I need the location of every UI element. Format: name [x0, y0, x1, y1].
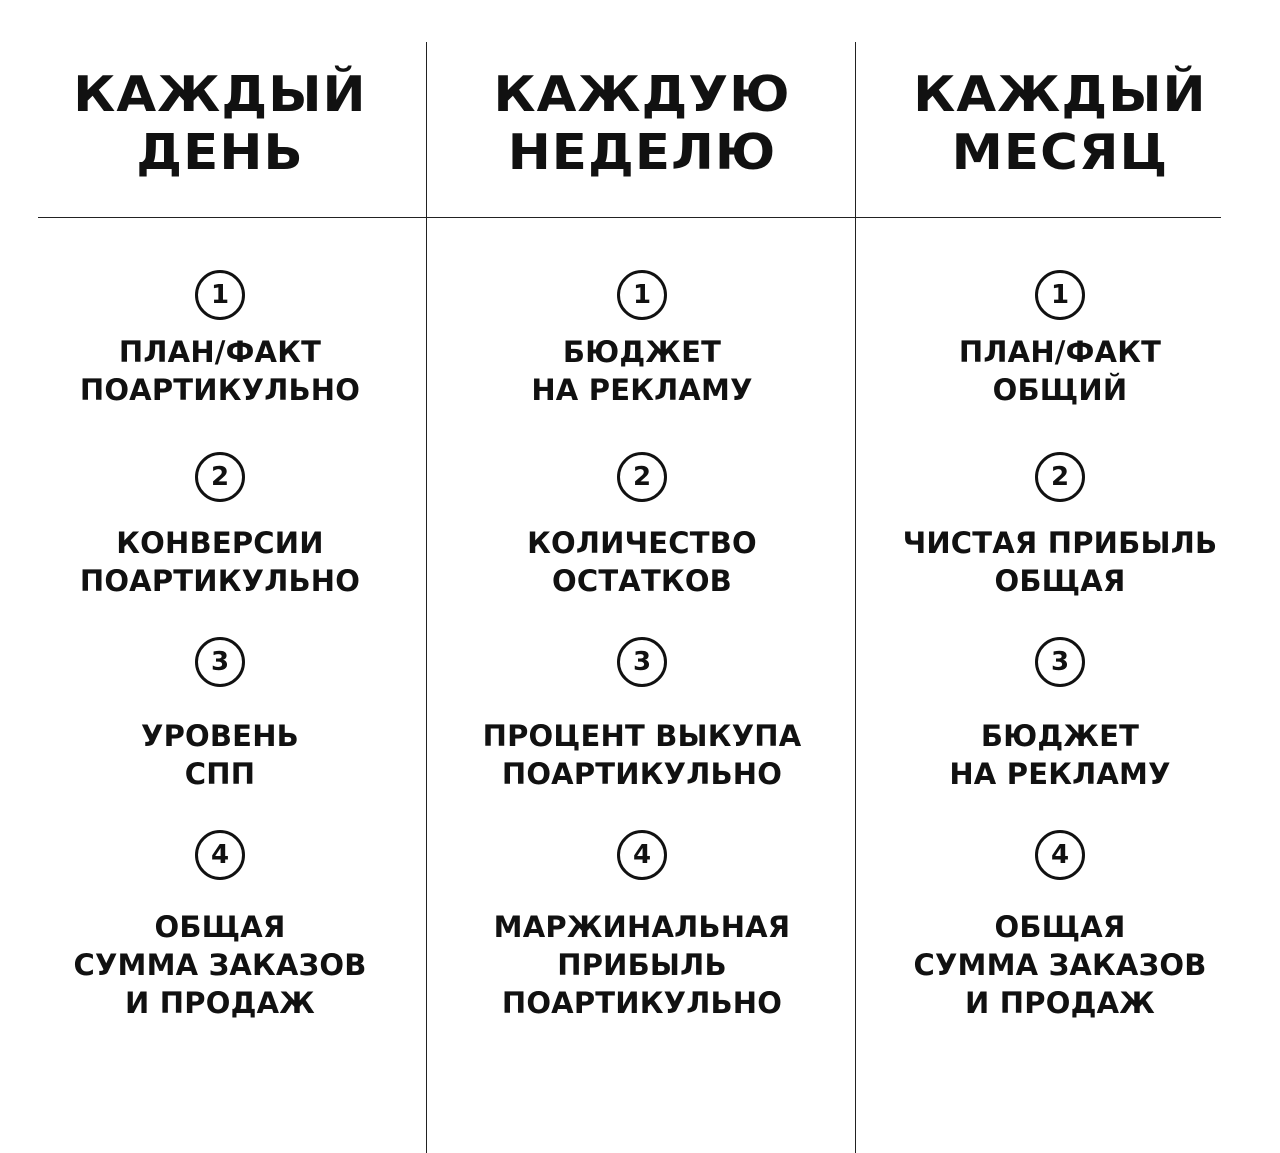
number-badge-1: 1	[195, 270, 245, 320]
column-heading	[850, 66, 1270, 182]
item-line: ПОАРТИКУЛЬНО	[79, 564, 361, 598]
item-line: КОНВЕРСИИ	[116, 526, 324, 560]
item-line: ЧИСТАЯ ПРИБЫЛЬ	[902, 526, 1218, 560]
item-line: БЮДЖЕТ	[980, 719, 1140, 753]
item-line: ОСТАТКОВ	[551, 564, 732, 598]
number-badge-1: 1	[617, 270, 667, 320]
number-badge-4: 4	[1035, 830, 1085, 880]
column-divider-2	[855, 42, 856, 1153]
list-item	[20, 717, 420, 793]
item-line: И ПРОДАЖ	[965, 986, 1155, 1020]
item-line: ОБЩАЯ	[994, 564, 1126, 598]
column-heading	[422, 66, 863, 182]
list-item	[20, 908, 420, 1022]
list-item	[432, 717, 852, 793]
heading-line: НЕДЕЛЮ	[507, 124, 777, 181]
number-badge-1: 1	[1035, 270, 1085, 320]
item-line: СУММА ЗАКАЗОВ	[913, 948, 1207, 982]
item-line: КОЛИЧЕСТВО	[527, 526, 757, 560]
list-item	[432, 524, 852, 600]
list-item	[20, 524, 420, 600]
item-line: ПРИБЫЛЬ	[557, 948, 727, 982]
item-line: ОБЩАЯ	[994, 910, 1126, 944]
item-line: УРОВЕНЬ	[141, 719, 299, 753]
item-line: ОБЩИЙ	[992, 373, 1128, 407]
list-item	[860, 524, 1260, 600]
item-line: ОБЩАЯ	[154, 910, 286, 944]
list-item	[20, 333, 420, 409]
column-divider-1	[426, 42, 427, 1153]
item-line: БЮДЖЕТ	[562, 335, 722, 369]
item-line: НА РЕКЛАМУ	[949, 757, 1171, 791]
item-line: МАРЖИНАЛЬНАЯ	[493, 910, 791, 944]
column-daily	[20, 0, 420, 1153]
number-badge-4: 4	[617, 830, 667, 880]
item-line: ПЛАН/ФАКТ	[118, 335, 322, 369]
number-badge-3: 3	[617, 637, 667, 687]
list-item	[432, 908, 852, 1022]
list-item	[860, 333, 1260, 409]
item-line: ПОАРТИКУЛЬНО	[79, 373, 361, 407]
item-line: ПЛАН/ФАКТ	[958, 335, 1162, 369]
item-line: СПП	[184, 757, 256, 791]
number-badge-4: 4	[195, 830, 245, 880]
item-line: НА РЕКЛАМУ	[531, 373, 753, 407]
heading-line: ДЕНЬ	[136, 124, 304, 181]
item-line: СУММА ЗАКАЗОВ	[73, 948, 367, 982]
item-line: ПОАРТИКУЛЬНО	[501, 757, 783, 791]
number-badge-3: 3	[195, 637, 245, 687]
number-badge-2: 2	[617, 452, 667, 502]
list-item	[860, 908, 1260, 1022]
column-heading	[10, 66, 430, 182]
item-line: И ПРОДАЖ	[125, 986, 315, 1020]
item-line: ПОАРТИКУЛЬНО	[501, 986, 783, 1020]
list-item	[860, 717, 1260, 793]
heading-line: КАЖДЫЙ	[73, 66, 367, 123]
number-badge-3: 3	[1035, 637, 1085, 687]
number-badge-2: 2	[1035, 452, 1085, 502]
heading-line: МЕСЯЦ	[951, 124, 1169, 181]
heading-line: КАЖДЫЙ	[913, 66, 1207, 123]
column-monthly	[860, 0, 1260, 1153]
column-weekly	[432, 0, 852, 1153]
heading-line: КАЖДУЮ	[493, 66, 791, 123]
item-line: ПРОЦЕНТ ВЫКУПА	[482, 719, 802, 753]
list-item	[432, 333, 852, 409]
number-badge-2: 2	[195, 452, 245, 502]
